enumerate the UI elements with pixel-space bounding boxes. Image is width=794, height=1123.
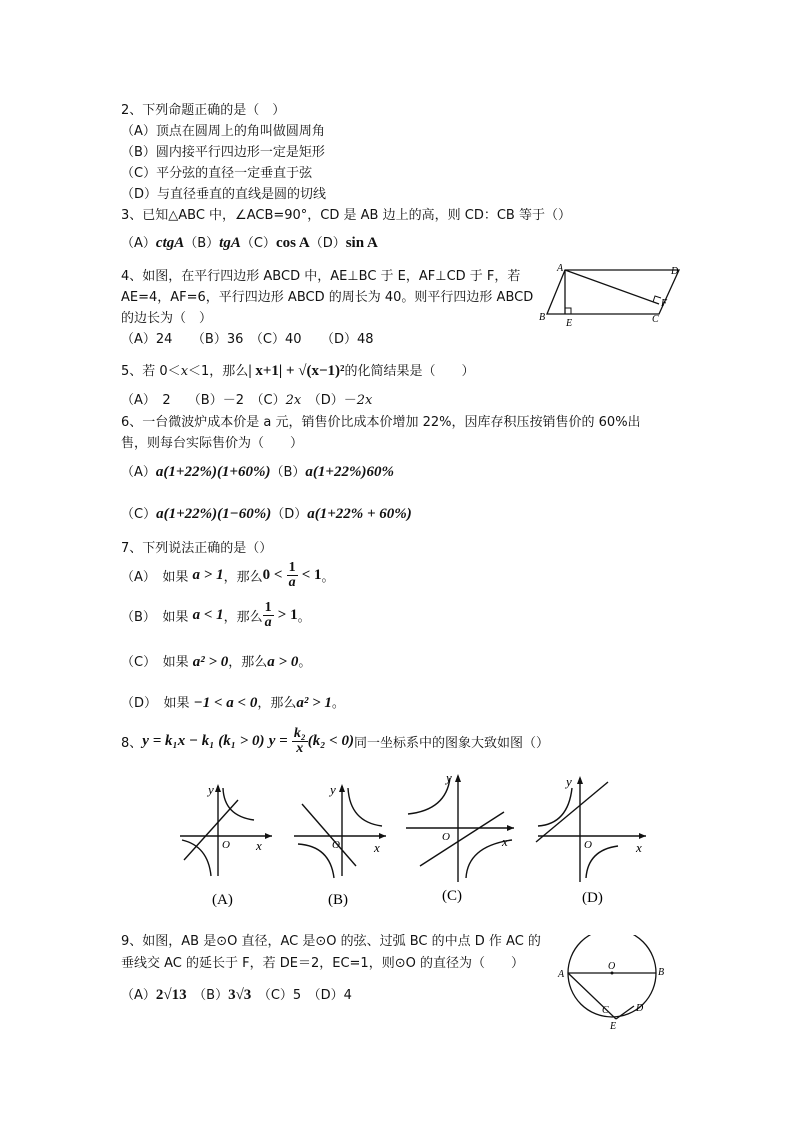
- q5-stem: [121, 360, 475, 380]
- q7-b-denominator: a: [264, 614, 272, 630]
- q2-option-b: （B）圆内接平行四边形一定是矩形: [121, 145, 325, 160]
- q2-stem: 2、下列命题正确的是（ ）: [121, 103, 286, 118]
- graph-c-origin-label: O: [442, 831, 450, 843]
- q6-label-d: （D）: [271, 507, 308, 522]
- q6-value-c: a(1+22%)(1−60%): [156, 506, 272, 522]
- q5-options-d: （D）－: [301, 393, 357, 408]
- right-angle-f: [653, 296, 661, 302]
- q5-expression: | x+1| + √(x−1)²: [248, 363, 345, 379]
- q7-d-then: ，那么: [257, 696, 297, 711]
- label-c: C: [652, 314, 659, 325]
- q7-option-d: [121, 692, 345, 712]
- q7-d-result: a² > 1: [296, 695, 332, 711]
- q6-label-c: （C）: [121, 507, 157, 522]
- q7-a-denominator: a: [288, 574, 296, 590]
- q9-value-b: 3√3: [228, 987, 252, 1003]
- q7-d-label: （D） 如果: [121, 696, 190, 711]
- graph-a-y-label: y: [208, 782, 214, 797]
- graph-b-y-label: y: [330, 782, 336, 797]
- q8-stem: [121, 723, 549, 759]
- q3-label-b: （B）: [184, 236, 220, 251]
- graph-b-x-label: x: [374, 840, 380, 855]
- q6-label-a: （A）: [121, 465, 156, 480]
- q6-line1: 6、一台微波炉成本价是 a 元，销售价比成本价增加 22%，因库存积压按销售价的 60%出: [121, 415, 641, 430]
- q6-value-b: a(1+22%)60%: [305, 464, 394, 480]
- label-f: F: [661, 298, 668, 309]
- q7-a-fraction: [287, 561, 298, 590]
- q5-mid: ＜1，那么: [188, 364, 249, 379]
- q7-a-condition: a > 1: [192, 566, 224, 583]
- graph-a-x-label: x: [256, 838, 262, 853]
- q6-options-ab: [121, 461, 394, 481]
- q8-denominator: x: [296, 740, 304, 756]
- q7-a-label: （A） 如果: [121, 569, 189, 585]
- segment-af: [565, 270, 659, 304]
- q6-value-d: a(1+22% + 60%): [307, 506, 412, 522]
- label-a: A: [557, 263, 564, 274]
- q8-suffix: 同一坐标系中的图象大致如图（）: [353, 735, 549, 751]
- q5-var-x: x: [180, 364, 189, 379]
- q5-suffix: 的化简结果是（ ）: [344, 364, 475, 379]
- q4-parallelogram-figure: [535, 262, 685, 330]
- label-d: D: [636, 1003, 644, 1014]
- graph-d-hyperbola-left: [538, 788, 572, 826]
- q7-b-condition: a < 1: [192, 606, 224, 623]
- q7-c-result: a > 0: [267, 654, 299, 670]
- graph-b-hyperbola-lower: [298, 844, 334, 878]
- graph-c-x-label: x: [502, 834, 508, 849]
- q7-c-end: 。: [298, 655, 312, 670]
- label-e: E: [566, 318, 573, 329]
- q7-c-then: ，那么: [228, 655, 268, 670]
- q5-options-ab: （A） 2 （B）－2 （C）: [121, 393, 286, 408]
- q7-a-end: 。: [321, 569, 335, 585]
- q6-label-b: （B）: [270, 465, 306, 480]
- q6-options-cd: [121, 503, 412, 523]
- label-d: D: [671, 266, 679, 277]
- graph-d-caption: (D): [582, 890, 603, 906]
- q7-b-label: （B） 如果: [121, 609, 189, 625]
- q9-options-rest: （C）5 （D）4: [264, 988, 352, 1003]
- graph-d-y-label: y: [566, 774, 572, 789]
- graph-a-origin-label: O: [222, 839, 230, 851]
- q8-condition: (k₂ < 0): [307, 732, 354, 749]
- q8-graph-d: [534, 772, 652, 910]
- graph-d-x-label: x: [636, 840, 642, 855]
- q3-value-b: tgA: [219, 235, 241, 251]
- graph-c-hyperbola-left: [408, 778, 450, 814]
- q9-options: [121, 984, 352, 1004]
- q7-b-numerator: 1: [264, 599, 272, 615]
- label-e: E: [610, 1021, 617, 1031]
- graph-b-origin-label: O: [332, 839, 340, 851]
- q3-options: [121, 232, 378, 252]
- q8-linear-function: y = k₁x − k₁ (k₁ > 0): [142, 732, 265, 749]
- q3-label-d: （D）: [309, 236, 346, 251]
- q7-stem: 7、下列说法正确的是（）: [121, 541, 273, 556]
- q9-circle-figure: [552, 935, 672, 1031]
- graph-d-origin-label: O: [584, 839, 592, 851]
- q3-label-a: （A）: [121, 236, 156, 251]
- label-a: A: [558, 969, 565, 980]
- q7-a-then: ，那么: [223, 569, 263, 585]
- graph-c-caption: (C): [442, 888, 462, 904]
- q7-a-result-left: 0 <: [262, 566, 283, 583]
- q7-c-label: （C） 如果: [121, 655, 189, 670]
- right-angle-e: [565, 308, 571, 314]
- q9-line1: 9、如图，AB 是⊙O 直径，AC 是⊙O 的弦、过弧 BC 的中点 D 作 AC 的: [121, 934, 541, 949]
- q8-numerator: k₂: [293, 725, 306, 741]
- graph-a-hyperbola-upper: [223, 788, 254, 820]
- graph-b-hyperbola-upper: [348, 788, 382, 826]
- q8-graph-c: [402, 770, 520, 910]
- graph-c-y-label: y: [446, 770, 452, 785]
- q5-value-d: 2x: [356, 393, 373, 408]
- q6-line2: 售，则每台实际售价为（ ）: [121, 436, 304, 451]
- q9-line2: 垂线交 AC 的延长于 F，若 DE＝2，EC=1，则⊙O 的直径为（ ）: [121, 956, 524, 971]
- q6-value-a: a(1+22%)(1+60%): [155, 464, 271, 480]
- q2-option-c: （C）平分弦的直径一定垂直于弦: [121, 166, 313, 181]
- q3-stem: 3、已知△ABC 中，∠ACB=90°，CD 是 AB 边上的高，则 CD：CB 等于（）: [121, 208, 571, 223]
- q8-fraction: [292, 727, 308, 756]
- graph-a-caption: (A): [212, 892, 233, 908]
- q3-value-c: cos A: [275, 235, 310, 251]
- graph-c-line: [420, 812, 504, 866]
- q7-a-result-right: < 1: [301, 566, 322, 583]
- q7-b-then: ，那么: [223, 609, 263, 625]
- q7-b-result-right: > 1: [277, 606, 298, 623]
- graph-b-line: [302, 804, 356, 866]
- q3-value-a: ctgA: [155, 235, 185, 251]
- q7-d-end: 。: [331, 696, 345, 711]
- q7-b-end: 。: [297, 609, 311, 625]
- graph-b-caption: (B): [328, 892, 348, 908]
- label-b: B: [539, 312, 546, 323]
- parallelogram-abcd: [547, 270, 679, 314]
- q4-line1: 4、如图，在平行四边形 ABCD 中，AE⊥BC 于 E，AF⊥CD 于 F，若: [121, 269, 521, 284]
- q7-d-condition: −1 < a < 0: [193, 695, 258, 711]
- q7-b-fraction: [263, 601, 274, 630]
- q7-option-c: [121, 651, 311, 671]
- q3-value-d: sin A: [345, 235, 378, 251]
- q4-line2: AE=4，AF=6，平行四边形 ABCD 的周长为 40。则平行四边形 ABCD: [121, 290, 534, 305]
- q5-prefix: 5、若 0＜: [121, 364, 181, 379]
- graph-a-line: [184, 800, 238, 860]
- q9-label-b: （B）: [199, 988, 229, 1003]
- q8-graph-a: [176, 780, 276, 910]
- label-o: O: [608, 961, 616, 972]
- q9-label-a: （A）: [121, 988, 156, 1003]
- q8-y-equals: y =: [268, 732, 288, 749]
- q7-option-b: [121, 598, 311, 632]
- q2-option-a: （A）顶点在圆周上的角叫做圆周角: [121, 124, 325, 139]
- q4-options: （A）24 （B）36 （C）40 （D）48: [121, 332, 374, 347]
- q9-value-a: 2√13: [155, 987, 187, 1003]
- label-c: C: [602, 1005, 609, 1016]
- q5-options: [121, 389, 372, 408]
- q3-label-c: （C）: [240, 236, 276, 251]
- q2-option-d: （D）与直径垂直的直线是圆的切线: [121, 187, 327, 202]
- q8-graph-b: [290, 780, 390, 910]
- q7-c-condition: a² > 0: [192, 654, 229, 670]
- q7-option-a: [121, 558, 335, 592]
- q5-value-c: 2x: [285, 393, 302, 408]
- label-b: B: [658, 967, 665, 978]
- q8-prefix: 8、: [121, 735, 143, 751]
- q4-line3: 的边长为（ ）: [121, 311, 213, 326]
- q7-a-numerator: 1: [288, 559, 296, 575]
